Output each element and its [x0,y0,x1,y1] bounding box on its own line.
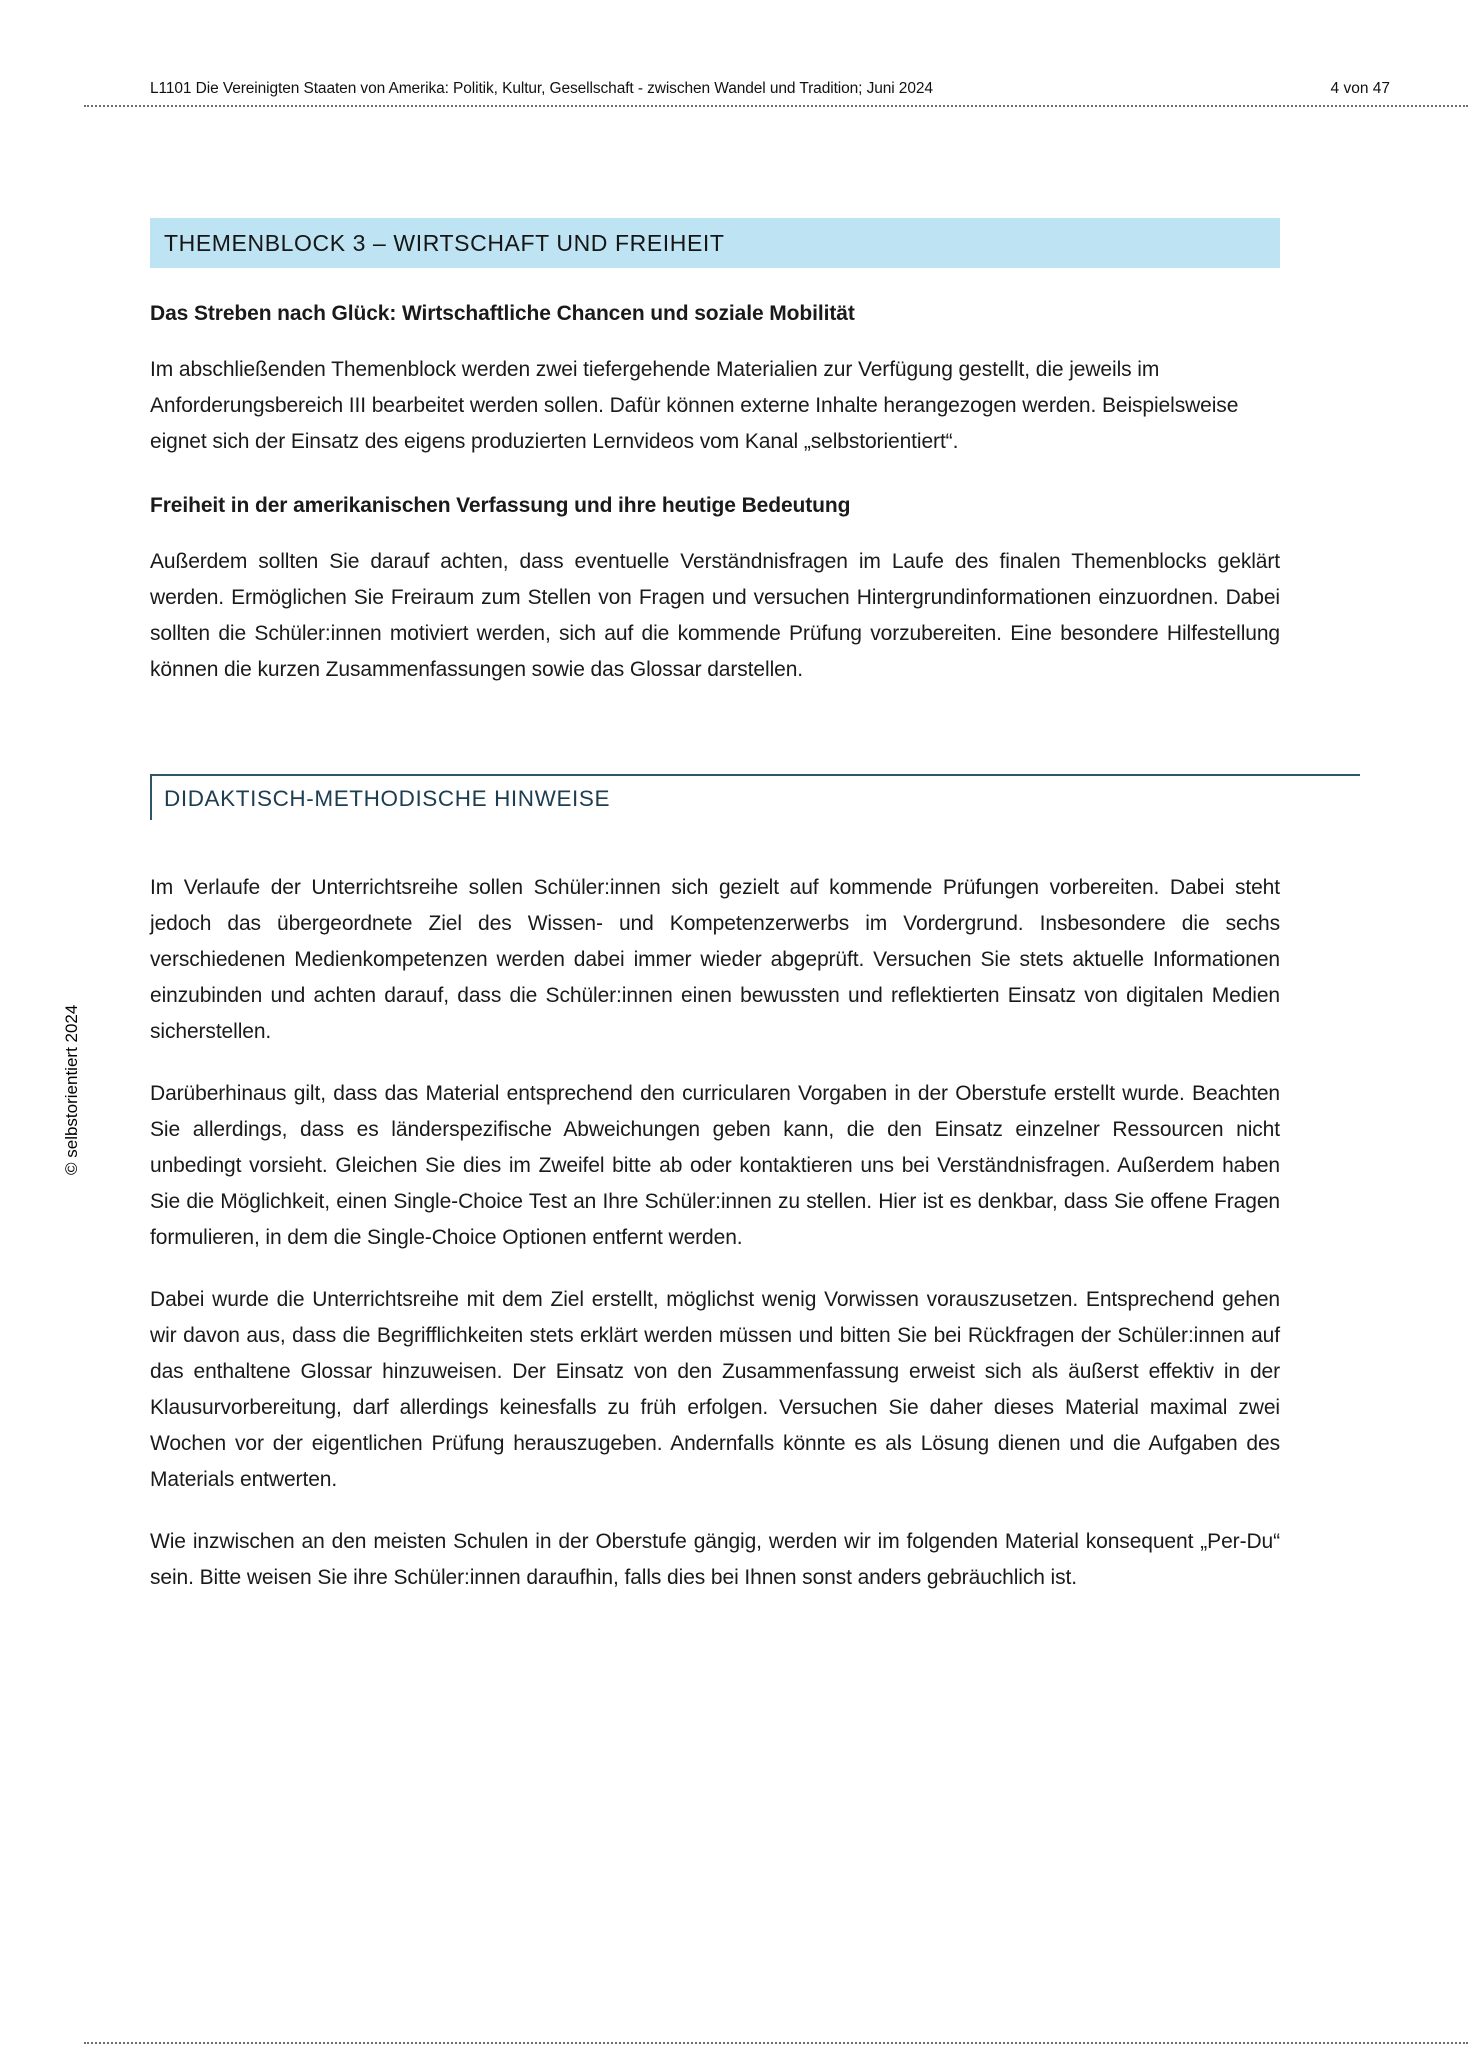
copyright-vertical-label: © selbstorientiert 2024 [62,1004,81,1175]
section-title-didaktisch-methodische-hinweise: DIDAKTISCH-METHODISCHE HINWEISE [150,774,1360,820]
subheading-streben-nach-glueck: Das Streben nach Glück: Wirtschaftliche Chancen und soziale Mobilität [150,302,855,325]
paragraph-themenblock-intro: Im abschließenden Themenblock werden zwei tiefergehende Materialien zur Verfügung gestellt, die jeweils im Anforderungsbereich III bearbeitet werden sollen. Dafür können externe Inhalte herangezogen werden. Beispielsweise eignet sich der Einsatz des eigens produzierten Lernvideos vom Kanal „selbstorientiert“. [150,358,1239,453]
document-content [150,218,1280,1596]
paragraph-curriculare-vorgaben: Darüberhinaus gilt, dass das Material entsprechend den curricularen Vorgaben in der Oberstufe erstellt wurde. Beachten Sie allerdings, dass es länderspezifische Abweichungen geben kann, die den Einsatz einzelner Ressourcen nicht unbedingt vorsieht. Gleichen Sie dies im Zweifel bitte ab oder kontaktieren uns bei Verständnisfragen. Außerdem haben Sie die Möglichkeit, einen Single-Choice Test an Ihre Schüler:innen zu stellen. Hier ist es denkbar, dass Sie offene Fragen formulieren, in dem die Single-Choice Optionen entfernt werden. [150,1082,1280,1249]
paragraph-verstaendnisfragen: Außerdem sollten Sie darauf achten, dass eventuelle Verständnisfragen im Laufe des finalen Themenblocks geklärt werden. Ermöglichen Sie Freiraum zum Stellen von Fragen und versuchen Hintergrundinformationen einzuordnen. Dabei sollten die Schüler:innen motiviert werden, sich auf die kommende Prüfung vorzubereiten. Eine besondere Hilfestellung können die kurzen Zusammenfassungen sowie das Glossar darstellen. [150,550,1280,681]
running-header-title: L1101 Die Vereinigten Staaten von Amerika: Politik, Kultur, Gesellschaft - zwischen Wandel und Tradition; Juni 2024 [150,80,933,97]
subheading-freiheit-verfassung: Freiheit in der amerikanischen Verfassung und ihre heutige Bedeutung [150,494,851,517]
paragraph-unterrichtsreihe-pruefungen: Im Verlaufe der Unterrichtsreihe sollen Schüler:innen sich gezielt auf kommende Prüfungen vorbereiten. Dabei steht jedoch das übergeordnete Ziel des Wissen- und Kompetenzerwerbs im Vordergrund. Insbesondere die sechs verschiedenen Medienkompetenzen werden dabei immer wieder abgeprüft. Versuchen Sie stets aktuelle Informationen einzubinden und achten darauf, dass die Schüler:innen einen bewussten und reflektierten Einsatz von digitalen Medien sicherstellen. [150,876,1280,1043]
page-header [150,0,1390,98]
page-number-indicator: 4 von 47 [1330,80,1390,97]
header-divider [84,105,1468,107]
footer-divider [84,2042,1468,2044]
paragraph-vorwissen-glossar: Dabei wurde die Unterrichtsreihe mit dem Ziel erstellt, möglichst wenig Vorwissen vorauszusetzen. Entsprechend gehen wir davon aus, dass die Begrifflichkeiten stets erklärt werden müssen und bitten Sie bei Rückfragen der Schüler:innen auf das enthaltene Glossar hinzuweisen. Der Einsatz von den Zusammenfassung erweist sich als äußerst effektiv in der Klausurvorbereitung, darf allerdings keinesfalls zu früh erfolgen. Versuchen Sie daher dieses Material maximal zwei Wochen vor der eigentlichen Prüfung herauszugeben. Andernfalls könnte es als Lösung dienen und die Aufgaben des Materials entwerten. [150,1288,1280,1491]
paragraph-per-du: Wie inzwischen an den meisten Schulen in der Oberstufe gängig, werden wir im folgenden Material konsequent „Per-Du“ sein. Bitte weisen Sie ihre Schüler:innen daraufhin, falls dies bei Ihnen sonst anders gebräuchlich ist. [150,1530,1280,1589]
themenblock-title-band: THEMENBLOCK 3 – WIRTSCHAFT UND FREIHEIT [150,218,1280,268]
